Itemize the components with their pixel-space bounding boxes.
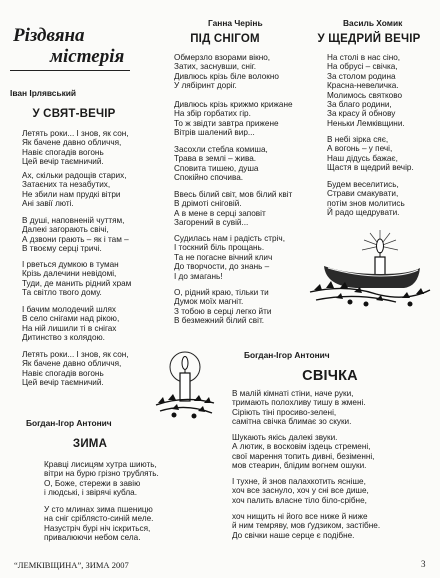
poem-title-u-shchedryi-vechir: У ЩЕДРИЙ ВЕЧІР [317,33,421,45]
poem-author-irlyavsky: Іван Ірлявський [10,88,77,98]
poem-snig-stanza-6: О, рідний краю, тільки ти Думок моїх магніт. З тобою в серці легко йти В безмежний білий світ. [174,288,272,326]
section-title-rule [10,70,130,71]
page-number: 3 [421,559,426,569]
poem-vechir-stanza-3: Будем веселитись, Страви смакувати, потім знов молитись Й радо щедрувати. [327,180,405,218]
journal-footer: “ЛЕМКІВЩИНА”, ЗИМА 2007 [14,560,129,570]
poem-snig-stanza-3: Засохли стебла комиша, Трава в землі – жива. Сповита тишею, душа Спокійно спочива. [174,145,268,183]
poem-zyma-stanza-1: Кравці лисицям хутра шиють, вітри на бурю грізно трублять. О, Боже, стережи в завію і людські, і звірячі кубла. [44,460,159,498]
poem-title-zyma: ЗИМА [72,438,108,450]
poem-title-pid-snigom: ПІД СНІГОМ [190,33,260,45]
poem-svyat-stanza-6: Летять роки... І знов, як сон, Як бачене давно обличчя, Навіє спогадів вогонь Цей вечір таємничий. [22,350,129,388]
poem-svichka-stanza-3: І тухне, й знов палахкотить ясніше, хоч все заснуло, хоч у сні все дише, хоч палить власне тіло біло-срібне, [232,477,369,505]
poem-svichka-stanza-2: Шукають якісь далекі звуки. А лютик, в восковім іздець стремені, свої марення топить дивні, безіменні, мов стеарин, блідим вогнем ошуки. [232,433,375,471]
section-title-line-2: містерія [50,46,125,67]
poem-vechir-stanza-1: На столі в нас сіно, На обрусі – свічка, За столом родина Красна-невеличка. Молимось святково За благо родини, За красу й обнову Неньки Лемківщини. [327,53,405,128]
poem-title-svyat-vechir: У СВЯТ-ВЕЧІР [32,108,116,120]
poem-svyat-stanza-4: І рветься думкою в туман Крізь далечини невідомі, Туди, де манить рідний храм Та світло твого дому. [22,260,132,298]
poem-svyat-stanza-3: В душі, наповненій чуттям, Далекі загорають свічі, А дзвони грають – як і там – В твоєму серці тричі. [22,216,129,254]
poem-title-svichka: СВІЧКА [302,368,358,384]
poem-author-antonych-zyma: Богдан-Ігор Антонич [26,418,112,428]
candle-illustration-icon [154,345,216,421]
poem-author-khomyk: Василь Хомик [343,18,403,28]
poem-svichka-stanza-4: хоч нищить ні його все ниже й ниже й ним темряву, мов ґудзиком, застібне. До свічки наше серце є подібне. [232,512,381,540]
poem-author-cherin: Ганна Черінь [208,18,263,28]
poem-zyma-stanza-2: У сто млинах зима пшеницю на сніг сріблясто-синій меле. Назустріч бурі ніч іскриться, привалюючи небом села. [44,505,154,543]
poem-svyat-stanza-5: І бачим молодечий шлях В село снігами над рікою, На ній лишили ті в снігах Дитинство з колядою. [22,305,120,343]
poem-snig-stanza-2: Дивлюсь крізь крижмо крижане На збір горбатих гір. То ж звідти завтра прижене Вітрів шалений вир... [174,100,293,138]
poem-snig-stanza-4: Ввесь білий світ, мов білий квіт В дрімоті сніговій. А в мене в серці заповіт Загорений в сувій... [174,190,293,228]
poem-svyat-stanza-1: Летять роки... І знов, як сон, Як бачене давно обличчя, Навіє спогадів вогонь Цей вечір таємничий. [22,129,129,167]
poem-snig-stanza-1: Обмерзло взорами вікно, Затих, заснувши, сніг. Дивлюсь крізь біле волокно У лябіринт доріг. [174,53,279,91]
poem-vechir-stanza-2: В небі зірка сяє, А вогонь – у печі, Наш дідусь бажає, Щастя в щедрий вечір. [327,135,414,173]
poem-svichka-stanza-1: В малій кімнаті стіни, наче руки, тримають полохливу тишу в жмені. Сіріють тіні просиво-зелені, самітна свічка блимає зо скуки. [232,389,366,427]
section-title-line-1: Різдвяна [13,25,85,46]
candle-illustration-icon [306,228,432,310]
poem-author-antonych-svichka: Богдан-Ігор Антонич [244,350,330,360]
poem-snig-stanza-5: Судилась нам і радість стріч, І тоскний біль прощань. Та не погасне вічний клич До творчости, до знань – І до змагань! [174,234,285,281]
poem-svyat-stanza-2: Ах, скільки радощів старих, Затаєних та незабутих, Не збили нам прудкі вітри Ані завії люті. [22,171,127,209]
